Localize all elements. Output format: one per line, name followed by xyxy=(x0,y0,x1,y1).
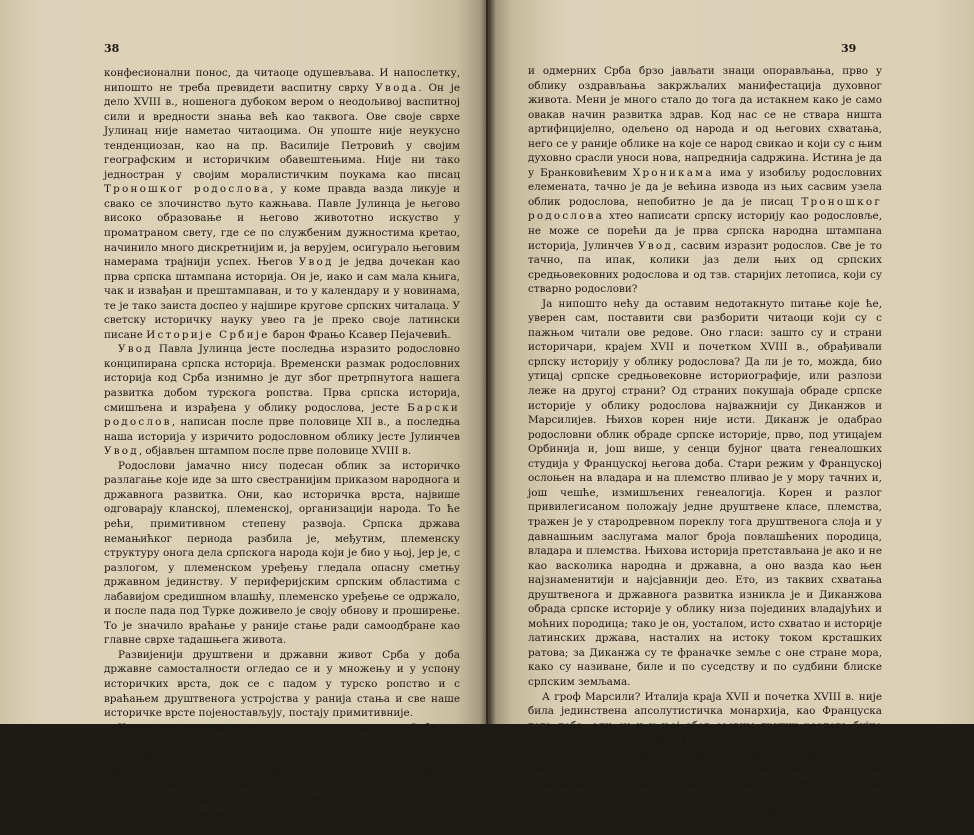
paragraph-text: има у изобиљу родословних елемената, тачно је да је већина извода из њих сасвим узела облик родослова, непобитно је да је писац xyxy=(528,166,883,208)
page-number-right: 39 xyxy=(841,42,857,55)
spaced-title: Увод xyxy=(298,256,334,269)
spaced-title: Увод xyxy=(118,343,153,356)
paragraph-text: , написан после прве половице XII в., а последња наша историја у изричито родословном облику јесте Јулинчев xyxy=(104,416,460,443)
right-page-text xyxy=(528,64,882,835)
paragraph xyxy=(104,459,460,648)
spaced-title: Троношког родослова xyxy=(528,195,882,223)
spaced-title: Увода xyxy=(375,81,419,94)
paragraph-text: Павла Јулинца јесте последња изразито родословно конципирана српска историја. Временски размак родословних историја код Срба изнимно је дуг због претрпнутога нашега развитка добом турскога ропства. Прва српска историја, смишљена и израђена у облику родослова, јесте xyxy=(104,343,460,414)
paragraph-text: Услови за поновни културни успон настали су за Србе тек после Велике сеобе. Они су, истина, били отежани политичким притисцима и верским прогонима, који ипак нису представљали онако сурову тиранију као у Турској. Средина у коју су пресељени Срби доспели била је ван сваке сумње друкчија, на вишој културној степеници. У новој околини почињу се код даровитих xyxy=(104,721,460,821)
paragraph-text: Развијенији друштвени и државни живот Срба у доба државне самосталности огледао се и у множењу и у успону историчких врста, док се с падом у турско ропство и с враћањем друштвенога устројства у ранија стања и све наше историчке врсте појеностављују, постају примитивније. xyxy=(104,648,460,720)
spaced-title: Барски родослов xyxy=(104,401,460,429)
paragraph-text: хтео написати српску историју као родословље, не може се порећи да је прва српска народна штампана историја, Јулинчев xyxy=(528,210,882,252)
paragraph xyxy=(528,297,882,690)
spaced-title: Историје Србије xyxy=(146,328,270,341)
paragraph-text: , објављен штампом после прве половице XVIII в. xyxy=(138,445,412,458)
paragraph xyxy=(104,342,460,458)
paragraph-text: барон Фрањо Ксавер Пејачевић. xyxy=(269,328,451,341)
paragraph-text: Ја нипошто нећу да оставим недотакнуто питање које ће, уверен сам, поставити сви разборити читаоци који су с пажњом читали ове редове. Оно гласи: зашто су и страни историчари, крајем XVII и почетком XVIII в., обрађивали српску историју у облику родослова? Да ли је то, можда, био утицај српске средњовековне историографије, или разлози леже на другој страни? Од страних покушаја обраде српске историје у облику родослова најважнији су Диканжов и Марсилијев. Њихов корен није исти. Диканж је одабрао родословни облик обраде српске историје, прво, под утицајем Орбинија и, још више, у сенци бујног цвата генеалошких студија у Француској његова доба. Стари режим у Француској ослоњен на владара и на племство пливао је у мору тачних и, још чешће, измишљених генеалогија. Корен и разлог привилегисаном положају једне друштвене класе, племства, тражен је у стародревном пореклу тога друштвенога слоја и у давнашњим заслугама малог броја повлашћених породица, владара и племства. Њихова историја претстављана је ако и не као васколика народна и државна, а оно вазда као њен најзнаменитији и најсјавнији део. Ето, из таквих схватања друштвенога и државнога развитка изникла је и Диканжова обрада српске историје у облику низа појединих владајућих и моћних породица; тако је он, уосталом, исто схватао и историје латинских држава, насталих на истоку током крсташких ратова; за Диканжа су те франачке земље с оне стране мора, како су називане, биле и по суседству и по судбини блиске српским земљама. xyxy=(528,297,882,688)
paragraph xyxy=(104,721,460,823)
paragraph-text: . Он је дело XVIII в., ношенога дубоком вером о неодољивој васпитној сили и вредности знања већ као таквога. Ове своје сврхе Јулинац није наметао читаоцима. Он упоште није неукусно тенденциозан, као на пр. Василије Петровић у својим географским и историчким обавештењима. Није ни тако једностран у своjим моралистичким поукама као писац xyxy=(104,81,460,181)
paragraph-text: А гроф Марсили? Италија краја XVII и почетка XVIII в. није била јединствена апсолутистичка монархија, као Француска тога доба, али су и у њој због сасвим других разлога бујно цвале генеалошке студије. Гроф Марсили, сам члан племства, је своја слабостима према правим и измишљеним родословима, био је склон да историју сапне у родословне таблице и њихова објашњења већ по свом рођењу и по својој каријери. Сама пак Италија ранијих времена, па и његова доба, с болним многовржављем, с гомилом опаких авантуриста на влади, који су тражили xyxy=(528,690,882,834)
paragraph-text: , у коме правда вазда ликује и свако се злочинство љуто кажњава. Павле Јулинца је његово високо образовање и његово живототно искуство у проматраном свету, где се по службеним дужностима кретао, начинило много дискретнијим и, ја верујем, осигурало његовим намерама трајнији успех. Његов xyxy=(104,183,460,269)
paragraph xyxy=(104,648,460,721)
paragraph xyxy=(528,690,882,835)
paragraph-text: конфесионални понос, да читаоце одушевљава. И напослетку, нипошто не треба превидети васпитну сврху xyxy=(104,67,460,94)
spaced-title: Хроникама xyxy=(632,166,714,179)
left-page-text xyxy=(104,66,460,822)
paragraph-text: , сасвим изразит родослов. Све је то тачно, па ипак, колики јаз дели њих од српских средњовековних родослова и од тзв. старијих летописа, који су стварно родослови? xyxy=(528,239,882,296)
page-number-left: 38 xyxy=(104,42,120,55)
spaced-title: Троношког родослова xyxy=(104,183,271,196)
paragraph-text: је једва дочекан као прва српска штампана историја. Он је, иако и сам мала књига, чак и извађан и прештампаван, и то у календару и у новинама, те је тако заиста доспео у најшире кругове српских читалаца. У светску историчку науку увео га је преко своје латински писане xyxy=(104,256,460,341)
left-page xyxy=(0,0,486,821)
spaced-title: Увод xyxy=(104,445,139,458)
paragraph xyxy=(528,64,882,297)
right-page xyxy=(488,0,974,834)
paragraph-text: Родослови јамачно нису подесан облик за историчко разлагање које иде за што свестранијим приказом народнога и државнога развитка. Они, као историчка врста, највише одговарају кланској, племенској, организацији народа. То ће рећи, примитивном степену развоја. Српска држава немањићког периода разбила је, међутим, племенску структуру онога дела српскога народа који је био у њој, јер је, с разлогом, у племенском уређењу гледала опасну сметњу државном јединству. У периферијским српским областима с лабавијом средишном влашћу, племенско уређење се одржало, и после пада под Турке доживело је своју обнову и проширење. То је значило враћање у раније стање ради самоодбране као главне сврхе тадашњега живота. xyxy=(104,459,460,647)
spaced-title: Увод xyxy=(638,239,673,252)
paragraph-text: и одмерних Срба брзо јављати знаци опорављања, прво у облику оздрављања закржљалих манифестација духовног живота. Мени је много стало до тога да истакнем како је само овакав начин развитка здрав. Код нас се не ствара ништа артифицијелно, одељено од народа и од његових схватања, него се у раније облике на које се народ свикао и који су с њим духовно срасли уноси нова, напреднија садржина. Истина је да у Бранковићевим xyxy=(528,65,882,179)
paragraph xyxy=(104,66,460,342)
